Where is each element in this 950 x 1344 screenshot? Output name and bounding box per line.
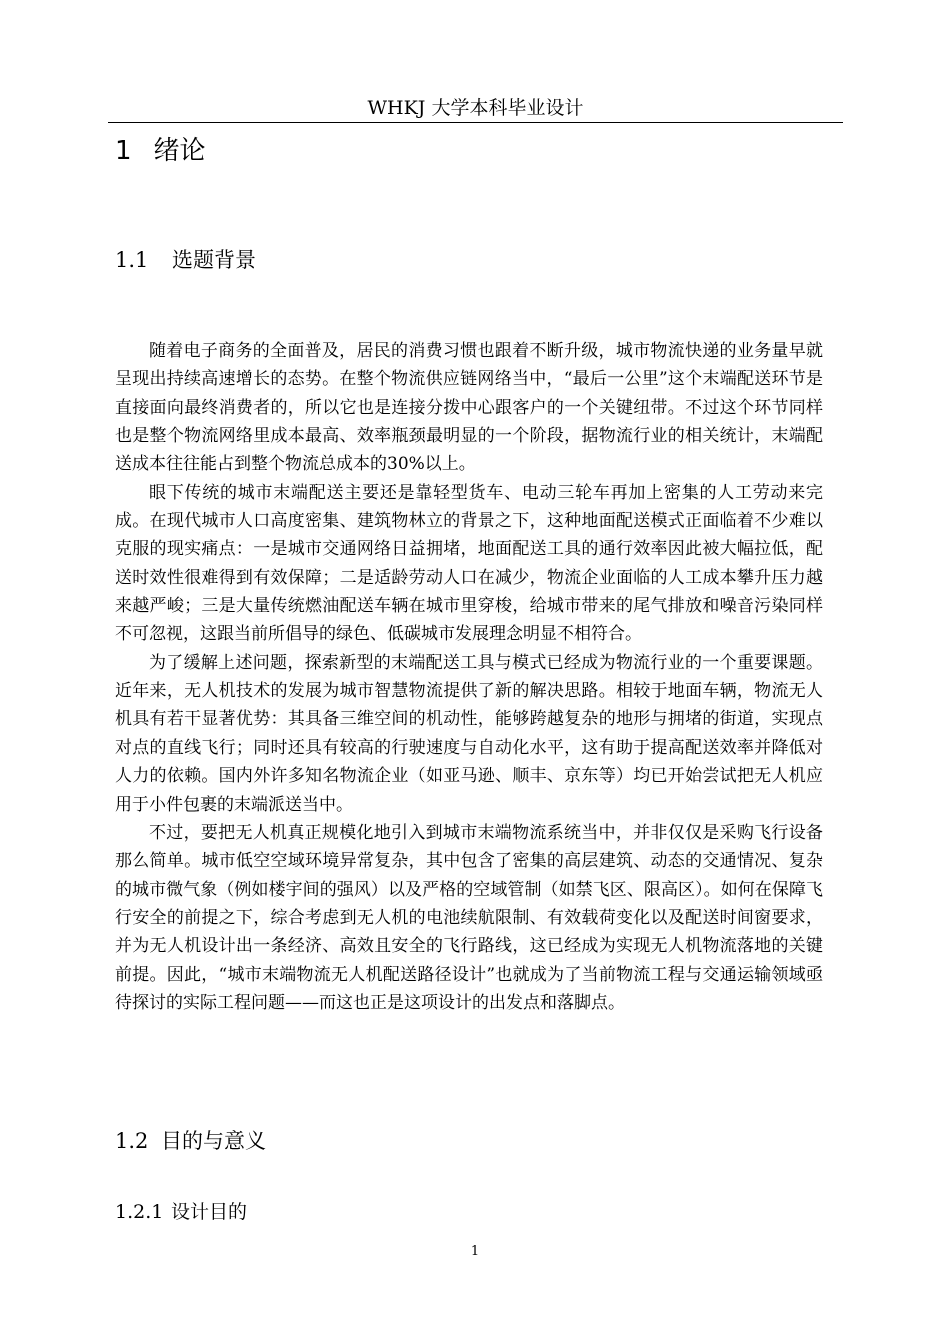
- section-heading-1-1: [115, 245, 256, 275]
- paragraph: 随着电子商务的全面普及，居民的消费习惯也跟着不断升级，城市物流快递的业务量早就呈现出持续高速增长的态势。在整个物流供应链网络当中，“最后一公里”这个末端配送环节是直接面向最终消费者的，所以它也是连接分拨中心跟客户的一个关键纽带。不过这个环节同样也是整个物流网络里成本最高、效率瓶颈最明显的一个阶段，据物流行业的相关统计，末端配送成本往往能占到整个物流总成本的30%以上。: [115, 341, 823, 475]
- page-number: 1: [470, 1244, 480, 1259]
- paragraph: 眼下传统的城市末端配送主要还是靠轻型货车、电动三轮车再加上密集的人工劳动来完成。在现代城市人口高度密集、建筑物林立的背景之下，这种地面配送模式正面临着不少难以克服的现实痛点：一是城市交通网络日益拥堵，地面配送工具的通行效率因此被大幅拉低，配送时效性很难得到有效保障；二是适龄劳动人口在减少，物流企业面临的人工成本攀升压力越来越严峻；三是大量传统燃油配送车辆在城市里穿梭，给城市带来的尾气排放和噪音污染同样不可忽视，这跟当前所倡导的绿色、低碳城市发展理念明显不相符合。: [115, 482, 823, 645]
- section-number: 1.2: [115, 1129, 149, 1153]
- chapter-number: 1: [115, 136, 132, 166]
- header-divider: [108, 122, 843, 123]
- subsection-heading-1-2-1: [115, 1198, 247, 1226]
- paragraph: 为了缓解上述问题，探索新型的末端配送工具与模式已经成为物流行业的一个重要课题。近年来，无人机技术的发展为城市智慧物流提供了新的解决思路。相较于地面车辆，物流无人机具有若干显著优势：其具备三维空间的机动性，能够跨越复杂的地形与拥堵的街道，实现点对点的直线飞行；同时还具有较高的行驶速度与自动化水平，这有助于提高配送效率并降低对人力的依赖。国内外许多知名物流企业（如亚马逊、顺丰、京东等）均已开始尝试把无人机应用于小件包裹的末端派送当中。: [115, 652, 823, 815]
- subsection-title: 设计目的: [171, 1201, 248, 1223]
- section-number: 1.1: [115, 248, 149, 272]
- body-text: [115, 337, 823, 1017]
- paragraph: 不过，要把无人机真正规模化地引入到城市末端物流系统当中，并非仅仅是采购飞行设备那么简单。城市低空空域环境异常复杂，其中包含了密集的高层建筑、动态的交通情况、复杂的城市微气象（例如楼宇间的强风）以及严格的空域管制（如禁飞区、限高区）。如何在保障飞行安全的前提之下，综合考虑到无人机的电池续航限制、有效载荷变化以及配送时间窗要求，并为无人机设计出一条经济、高效且安全的飞行路线，这已经成为实现无人机物流落地的关键前提。因此，“城市末端物流无人机配送路径设计”也就成为了当前物流工程与交通运输领域亟待探讨的实际工程问题——而这也正是这项设计的出发点和落脚点。: [115, 822, 823, 1013]
- section-heading-1-2: [115, 1126, 266, 1156]
- page-header: WHKJ 大学本科毕业设计: [367, 97, 584, 119]
- chapter-title: 绪论: [153, 136, 206, 166]
- subsection-number: 1.2.1: [115, 1201, 164, 1223]
- chapter-heading: [115, 133, 206, 169]
- section-title: 目的与意义: [161, 1129, 266, 1153]
- section-title: 选题背景: [172, 248, 256, 272]
